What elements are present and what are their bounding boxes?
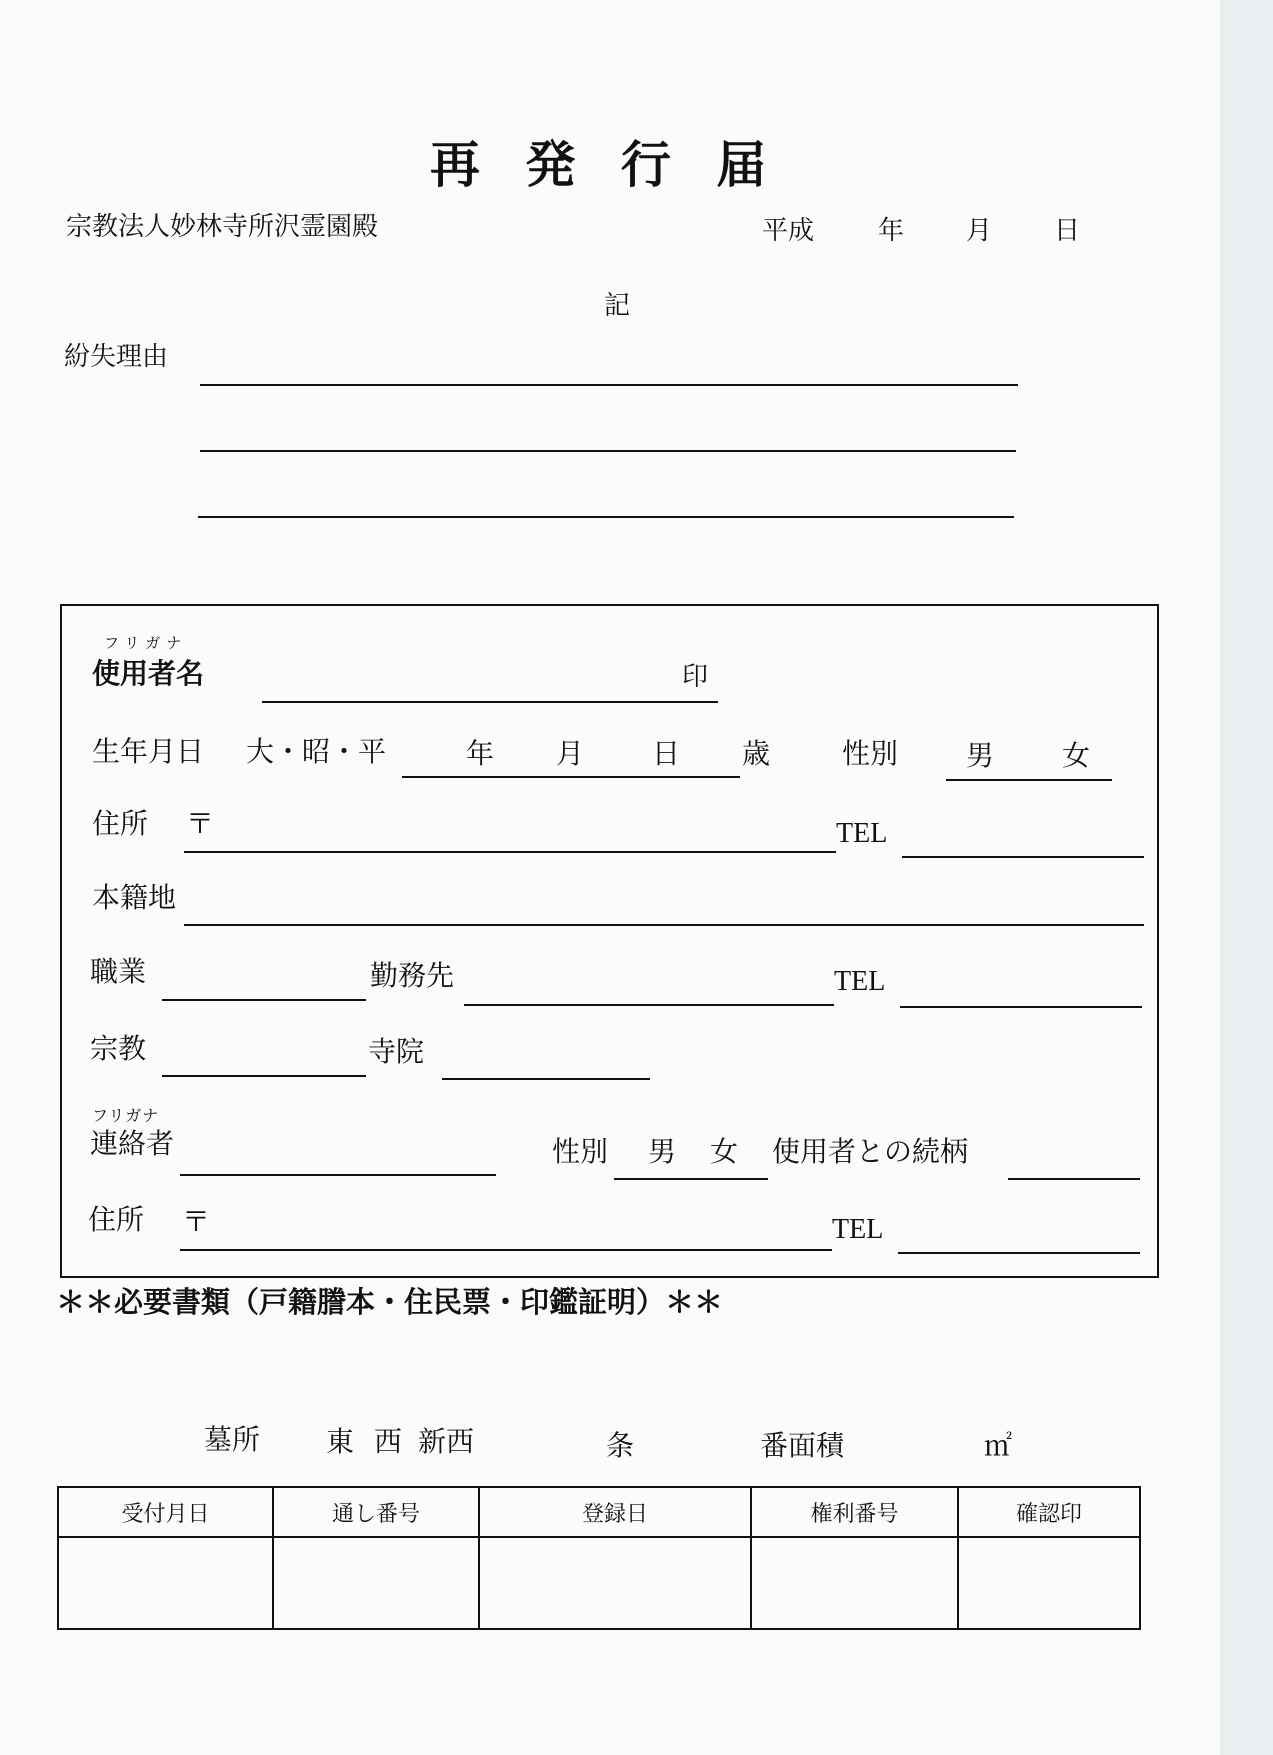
honseki-field[interactable] [184, 924, 1144, 926]
user-postal-mark: 〒 [186, 807, 215, 840]
contact-postal-mark: 〒 [182, 1205, 211, 1238]
user-gender-line [946, 779, 1112, 781]
honseki-label: 本籍地 [92, 881, 177, 914]
grave-east[interactable]: 東 [326, 1425, 355, 1458]
relation-label: 使用者との続柄 [772, 1135, 969, 1168]
religion-field[interactable] [162, 1075, 366, 1077]
birth-era-options: 大・昭・平 [246, 735, 387, 768]
occupation-label: 職業 [90, 955, 147, 988]
user-tel-field[interactable] [902, 856, 1144, 858]
contact-name-label: 連絡者 [90, 1127, 175, 1160]
religion-label: 宗教 [90, 1032, 147, 1065]
grave-west[interactable]: 西 [374, 1425, 403, 1458]
contact-gender-female[interactable]: 女 [710, 1135, 739, 1168]
workplace-field[interactable] [464, 1004, 834, 1006]
serial-number-header: 通し番号 [273, 1487, 479, 1537]
user-gender-male[interactable]: 男 [966, 739, 995, 772]
birth-month: 月 [556, 737, 585, 770]
rights-number-cell[interactable] [751, 1537, 958, 1629]
applicant-box [60, 604, 1159, 1278]
workplace-label: 勤務先 [370, 959, 455, 992]
loss-reason-line-3[interactable] [198, 516, 1014, 518]
date-day: 日 [1054, 216, 1081, 246]
loss-reason-line-1[interactable] [200, 384, 1018, 386]
contact-gender-male[interactable]: 男 [648, 1135, 677, 1168]
loss-reason-label: 紛失理由 [64, 342, 169, 372]
grave-label: 墓所 [204, 1423, 261, 1456]
reception-date-header: 受付月日 [58, 1487, 273, 1537]
user-name-field[interactable] [262, 701, 718, 703]
contact-gender-line [614, 1178, 768, 1180]
ki-mark: 記 [604, 291, 631, 321]
registration-date-header: 登録日 [479, 1487, 751, 1537]
user-name-label: 使用者名 [92, 657, 205, 690]
birth-year: 年 [466, 737, 495, 770]
addressee: 宗教法人妙林寺所沢霊園殿 [66, 212, 379, 242]
date-era: 平成 [762, 216, 815, 246]
date-month: 月 [966, 216, 993, 246]
contact-name-field[interactable] [180, 1174, 496, 1176]
serial-number-cell[interactable] [273, 1537, 479, 1629]
seal-mark: 印 [682, 662, 709, 692]
user-gender-label: 性別 [842, 737, 899, 770]
temple-label: 寺院 [368, 1035, 425, 1068]
grave-new-west[interactable]: 新西 [418, 1425, 475, 1458]
contact-furigana: フリガナ [92, 1106, 160, 1125]
registration-date-cell[interactable] [479, 1537, 751, 1629]
contact-address-label: 住所 [88, 1203, 145, 1236]
form-title: 再 発 行 届 [430, 135, 781, 194]
user-gender-female[interactable]: 女 [1062, 739, 1091, 772]
rights-number-header: 権利番号 [751, 1487, 958, 1537]
workplace-tel-field[interactable] [900, 1006, 1142, 1008]
contact-tel-label: TEL [832, 1214, 884, 1245]
temple-field[interactable] [442, 1078, 650, 1080]
grave-row-label: 条 [606, 1429, 635, 1462]
grave-number-area-label: 番面積 [760, 1429, 845, 1462]
confirmation-seal-cell[interactable] [958, 1537, 1140, 1629]
required-documents-note: ＊＊必要書類（戸籍謄本・住民票・印鑑証明）＊＊ [56, 1285, 724, 1319]
occupation-field[interactable] [162, 999, 366, 1001]
loss-reason-line-2[interactable] [200, 450, 1016, 452]
confirmation-seal-header: 確認印 [958, 1487, 1140, 1537]
birth-day: 日 [652, 737, 681, 770]
user-tel-label: TEL [836, 818, 888, 849]
contact-gender-label: 性別 [552, 1135, 609, 1168]
office-use-table [57, 1486, 1141, 1630]
birth-label: 生年月日 [92, 735, 205, 768]
office-table-entry-row [58, 1537, 1140, 1629]
user-address-field[interactable] [184, 851, 836, 853]
date-year: 年 [878, 216, 905, 246]
reception-date-cell[interactable] [58, 1537, 273, 1629]
contact-tel-field[interactable] [898, 1252, 1140, 1254]
user-address-label: 住所 [92, 807, 149, 840]
office-table-header-row [58, 1487, 1140, 1537]
area-unit: ㎡ [984, 1429, 1013, 1462]
age-label: 歳 [742, 737, 771, 770]
contact-address-field[interactable] [180, 1249, 832, 1251]
birth-date-field[interactable] [402, 776, 740, 778]
workplace-tel-label: TEL [834, 966, 886, 997]
relation-field[interactable] [1008, 1178, 1140, 1180]
user-furigana: フリガナ [104, 634, 188, 652]
